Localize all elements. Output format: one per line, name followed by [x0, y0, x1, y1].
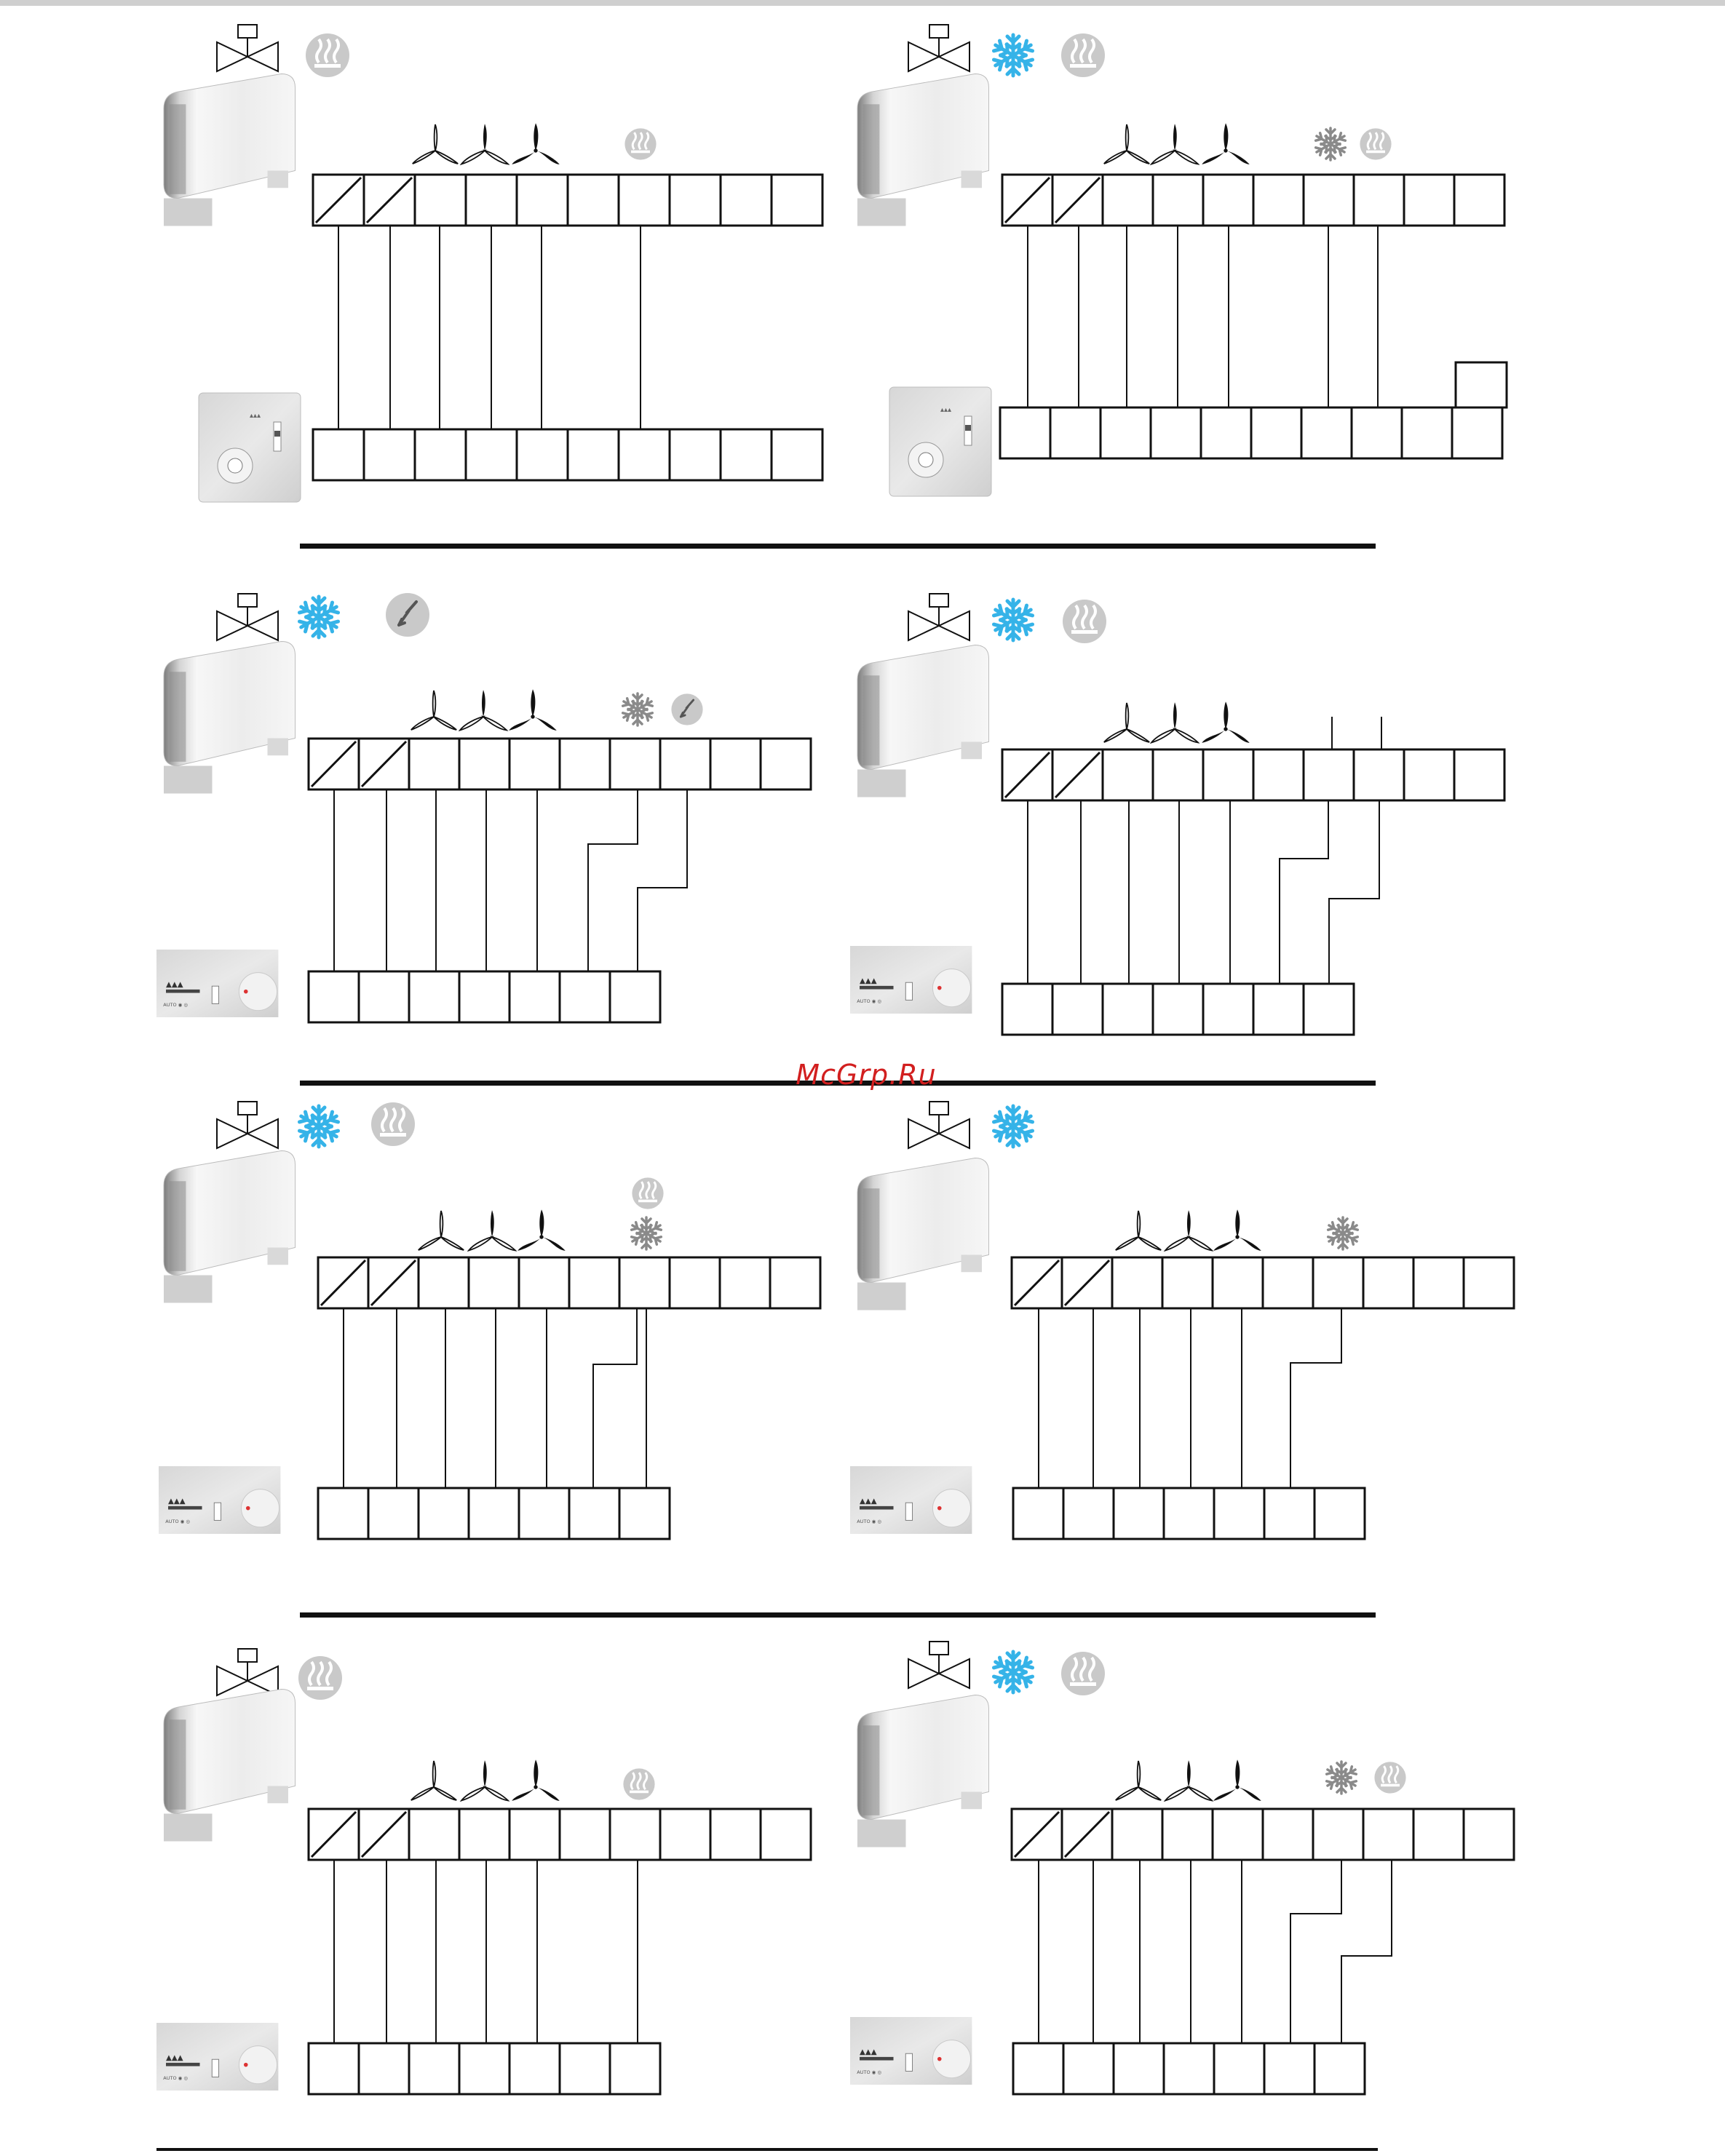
wire-bundle: [1039, 1860, 1392, 2043]
terminal-bottom: [1013, 1488, 1063, 1539]
fan-speed-1-icon: [1103, 703, 1150, 744]
fan-speed-3-icon: [1201, 123, 1250, 166]
snow-icon: [992, 600, 1034, 640]
terminal-bottom: [409, 971, 459, 1022]
terminal-top: [610, 739, 660, 789]
terminal-top: [1404, 175, 1454, 226]
terminal-top: [409, 1809, 459, 1860]
terminal-top: [569, 1257, 619, 1308]
terminal-top: [670, 175, 721, 226]
terminal-bottom: [1314, 2043, 1365, 2094]
terminal-top: [1162, 1809, 1213, 1860]
terminal-bottom: [1013, 2043, 1063, 2094]
terminal-bottom: [459, 971, 509, 1022]
valve-icon: [217, 1102, 278, 1148]
terminal-top: [568, 175, 619, 226]
fan-speed-1-icon: [412, 124, 459, 165]
terminal-bottom: [1264, 2043, 1314, 2094]
cool-icon: [1326, 1217, 1359, 1249]
thermostat-panel-image: [850, 1466, 972, 1534]
terminal-bottom: [409, 2043, 459, 2094]
terminal-bottom: [1352, 407, 1402, 458]
heat-icon: [371, 1102, 415, 1146]
fan-speed-1-icon: [411, 691, 457, 731]
terminal-top: [1162, 1257, 1213, 1308]
terminal-bottom: [1214, 2043, 1264, 2094]
heat-icon: [1374, 1762, 1405, 1793]
fan-coil-unit-image: [857, 74, 989, 226]
thermostat-dial-image: [199, 393, 301, 502]
terminal-top: [710, 739, 761, 789]
terminal-bottom: [517, 429, 568, 480]
terminal-strip-top: [1002, 749, 1504, 800]
wire-bundle: [344, 1308, 646, 1488]
fan-coil-unit-image: [164, 1690, 296, 1842]
thermostat-dial-image: [889, 387, 991, 496]
terminal-strip-bottom: [309, 971, 660, 1022]
terminal-top: [1263, 1809, 1313, 1860]
terminal-top: [459, 739, 509, 789]
terminal-strip-top: [313, 175, 822, 226]
terminal-bottom: [1050, 407, 1101, 458]
terminal-top: [1413, 1809, 1464, 1860]
terminal-top: [1203, 749, 1253, 800]
terminal-top: [1363, 1809, 1413, 1860]
fan-speed-2-icon: [1151, 124, 1199, 166]
terminal-jumper-box: [1456, 362, 1507, 407]
terminal-strip-bottom: [1013, 1488, 1365, 1539]
fan-coil-unit-image: [164, 1151, 296, 1303]
fan-speed-1-icon: [418, 1211, 464, 1252]
terminal-top: [1213, 1809, 1263, 1860]
terminal-top: [517, 175, 568, 226]
terminal-top: [1454, 175, 1504, 226]
terminal-top: [660, 1809, 710, 1860]
terminal-bottom: [569, 1488, 619, 1539]
snow-icon: [992, 1106, 1034, 1147]
terminal-bottom: [1153, 984, 1203, 1035]
terminal-top: [1354, 175, 1404, 226]
fan-speed-2-icon: [468, 1210, 516, 1252]
terminal-top: [619, 1257, 670, 1308]
terminal-bottom: [1114, 2043, 1164, 2094]
terminal-bottom: [1301, 407, 1352, 458]
heat-icon: [1061, 1652, 1105, 1695]
terminal-top: [1313, 1809, 1363, 1860]
terminal-top: [1464, 1257, 1514, 1308]
terminal-bottom: [1164, 1488, 1214, 1539]
terminal-bottom: [1000, 407, 1050, 458]
terminal-top: [761, 739, 811, 789]
fan-speed-2-icon: [461, 124, 509, 166]
wiring-panel-cooling-heating-changeover: [159, 1102, 820, 1539]
valve-icon: [217, 594, 278, 640]
terminal-bottom: [1063, 2043, 1114, 2094]
wire: [588, 789, 638, 971]
fan-speed-2-icon: [1165, 1210, 1213, 1252]
terminal-bottom: [1151, 407, 1201, 458]
fan-coil-unit-image: [857, 645, 989, 797]
terminal-bottom: [1214, 1488, 1264, 1539]
wiring-panel-cooling-heating: [857, 25, 1507, 496]
terminal-bottom: [610, 2043, 660, 2094]
terminal-top: [1263, 1257, 1313, 1308]
terminal-top: [1103, 749, 1153, 800]
terminal-bottom: [469, 1488, 519, 1539]
heat-icon: [1061, 33, 1105, 77]
thermostat-panel-image: [156, 2023, 278, 2091]
heat-icon: [1360, 128, 1391, 159]
terminal-bottom: [1452, 407, 1502, 458]
electric-icon: [671, 693, 702, 725]
valve-icon: [908, 1642, 969, 1688]
terminal-top: [610, 1809, 660, 1860]
wire-bundle: [1039, 1308, 1341, 1488]
snow-icon: [298, 597, 339, 637]
terminal-top: [770, 1257, 820, 1308]
terminal-top: [419, 1257, 469, 1308]
terminal-bottom: [1304, 984, 1354, 1035]
heat-icon: [623, 1768, 654, 1799]
separator-3: [300, 1612, 1376, 1618]
terminal-bottom: [670, 429, 721, 480]
fan-coil-unit-image: [857, 1158, 989, 1310]
wiring-panel-heating-only-panel: [156, 1649, 811, 2094]
heat-icon: [624, 128, 656, 159]
terminal-strip-bottom: [1013, 2043, 1365, 2094]
thermostat-panel-image: [850, 946, 972, 1014]
terminal-top: [772, 175, 822, 226]
wire: [1290, 1308, 1341, 1488]
terminal-bottom: [419, 1488, 469, 1539]
terminal-top: [1464, 1809, 1514, 1860]
terminal-bottom: [1402, 407, 1452, 458]
heat-icon: [306, 33, 349, 77]
fan-speed-3-icon: [511, 123, 560, 166]
wiring-diagram-sheet: ▴▴▴ ▲▲▲ AUTO ◉ ◎: [0, 0, 1725, 2156]
terminal-top: [560, 739, 610, 789]
snow-icon: [992, 35, 1034, 76]
fan-speed-3-icon: [508, 689, 558, 732]
terminal-strip-bottom: [1000, 362, 1507, 458]
watermark: McGrp.Ru: [796, 1059, 937, 1091]
terminal-top: [466, 175, 517, 226]
electric-icon: [386, 593, 429, 637]
terminal-bottom: [1251, 407, 1301, 458]
terminal-bottom: [309, 971, 359, 1022]
wiring-panel-cooling-heating-2pipe: [850, 594, 1504, 1035]
terminal-bottom: [519, 1488, 569, 1539]
wire: [1341, 1860, 1392, 2043]
terminal-strip-bottom: [318, 1488, 670, 1539]
separator-bottom: [156, 2148, 1378, 2151]
cool-icon: [1325, 1762, 1357, 1794]
terminal-strip-top: [309, 739, 811, 789]
wire-bundle: [1028, 226, 1378, 407]
terminal-bottom: [1264, 1488, 1314, 1539]
terminal-top: [721, 175, 772, 226]
heat-icon: [1063, 600, 1106, 643]
terminal-bottom: [415, 429, 466, 480]
terminal-bottom: [568, 429, 619, 480]
wire: [1290, 1860, 1341, 2043]
terminal-top: [1304, 749, 1354, 800]
valve-icon: [217, 25, 278, 71]
wire-bundle: [338, 226, 641, 429]
cool-icon: [621, 693, 654, 725]
fan-speed-1-icon: [411, 1761, 457, 1802]
wire-bundle: [334, 1860, 638, 2043]
terminal-bottom: [1002, 984, 1052, 1035]
valve-icon: [908, 25, 969, 71]
terminal-bottom: [1314, 1488, 1365, 1539]
fan-coil-unit-image: [164, 642, 296, 794]
terminal-top: [720, 1257, 770, 1308]
terminal-bottom: [313, 429, 364, 480]
fan-speed-1-icon: [1103, 124, 1150, 165]
terminal-bottom: [1253, 984, 1304, 1035]
terminal-top: [1454, 749, 1504, 800]
terminal-bottom: [359, 971, 409, 1022]
heat-icon: [298, 1656, 342, 1700]
fan-speed-2-icon: [459, 690, 507, 732]
fan-speed-2-icon: [461, 1760, 509, 1802]
terminal-bottom: [309, 2043, 359, 2094]
terminal-top: [519, 1257, 569, 1308]
terminal-top: [1203, 175, 1253, 226]
wire: [593, 1308, 637, 1488]
terminal-strip-top: [1012, 1809, 1514, 1860]
terminal-bottom: [619, 429, 670, 480]
terminal-top: [1363, 1257, 1413, 1308]
terminal-top: [1253, 175, 1304, 226]
terminal-bottom: [318, 1488, 368, 1539]
terminal-bottom: [359, 2043, 409, 2094]
terminal-top: [1304, 175, 1354, 226]
terminal-top: [1103, 175, 1153, 226]
thermostat-panel-image: [156, 950, 278, 1017]
terminal-top: [660, 739, 710, 789]
terminal-bottom: [509, 2043, 560, 2094]
cool-icon: [630, 1217, 662, 1249]
valve-icon: [217, 1649, 278, 1695]
terminal-bottom: [1052, 984, 1103, 1035]
terminal-top: [469, 1257, 519, 1308]
wiring-panel-cooling-electric-heater: [156, 593, 811, 1022]
snow-icon: [992, 1652, 1034, 1692]
terminal-bottom: [368, 1488, 419, 1539]
terminal-strip-top: [318, 1257, 820, 1308]
terminal-top: [1153, 749, 1203, 800]
terminal-top: [409, 739, 459, 789]
terminal-top: [1153, 175, 1203, 226]
terminal-strip-top: [309, 1809, 811, 1860]
terminal-top: [1213, 1257, 1263, 1308]
fan-speed-3-icon: [1213, 1759, 1262, 1802]
terminal-top: [1253, 749, 1304, 800]
fan-coil-unit-image: [857, 1695, 989, 1847]
terminal-bottom: [560, 971, 610, 1022]
terminal-top: [1354, 749, 1404, 800]
terminal-bottom: [1164, 2043, 1214, 2094]
terminal-bottom: [721, 429, 772, 480]
fan-speed-3-icon: [511, 1759, 560, 1802]
terminal-top: [415, 175, 466, 226]
terminal-strip-bottom: [1002, 984, 1354, 1035]
terminal-bottom: [1203, 984, 1253, 1035]
terminal-bottom: [509, 971, 560, 1022]
fan-speed-1-icon: [1115, 1211, 1162, 1252]
snow-icon: [298, 1106, 339, 1147]
terminal-bottom: [610, 971, 660, 1022]
wire: [638, 789, 687, 971]
wiring-panel-cooling-heating-panel: [850, 1642, 1514, 2094]
fan-coil-unit-image: [164, 74, 296, 226]
fan-speed-2-icon: [1151, 702, 1199, 744]
terminal-strip-bottom: [313, 429, 822, 480]
terminal-top: [1112, 1257, 1162, 1308]
terminal-top: [710, 1809, 761, 1860]
terminal-top: [1112, 1809, 1162, 1860]
thermostat-panel-image: [850, 2017, 972, 2085]
terminal-bottom: [1101, 407, 1151, 458]
terminal-top: [670, 1257, 720, 1308]
terminal-top: [509, 1809, 560, 1860]
fan-speed-2-icon: [1165, 1760, 1213, 1802]
wire: [1280, 800, 1328, 984]
cool-icon: [1314, 128, 1347, 160]
terminal-top: [1413, 1257, 1464, 1308]
wire: [1329, 800, 1379, 984]
fan-speed-1-icon: [1115, 1761, 1162, 1802]
heat-icon: [632, 1177, 663, 1209]
terminal-top: [1313, 1257, 1363, 1308]
terminal-top: [509, 739, 560, 789]
terminal-bottom: [1201, 407, 1251, 458]
wiring-panel-heating-only: [164, 25, 822, 502]
terminal-top: [761, 1809, 811, 1860]
valve-icon: [908, 594, 969, 640]
thermostat-panel-image: [159, 1466, 280, 1534]
terminal-bottom: [1063, 1488, 1114, 1539]
terminal-bottom: [560, 2043, 610, 2094]
terminal-top: [459, 1809, 509, 1860]
terminal-bottom: [364, 429, 415, 480]
terminal-bottom: [1114, 1488, 1164, 1539]
terminal-bottom: [459, 2043, 509, 2094]
terminal-top: [560, 1809, 610, 1860]
terminal-strip-top: [1012, 1257, 1514, 1308]
terminal-bottom: [772, 429, 822, 480]
terminal-strip-bottom: [309, 2043, 660, 2094]
terminal-bottom: [466, 429, 517, 480]
separator-1: [300, 544, 1376, 549]
terminal-bottom: [619, 1488, 670, 1539]
fan-speed-3-icon: [1213, 1209, 1262, 1252]
terminal-bottom: [1103, 984, 1153, 1035]
terminal-strip-top: [1002, 175, 1504, 226]
terminal-top: [619, 175, 670, 226]
valve-icon: [908, 1102, 969, 1148]
wiring-panel-cooling-only: [850, 1102, 1514, 1539]
terminal-top: [1404, 749, 1454, 800]
wire-bundle: [334, 789, 687, 971]
fan-speed-3-icon: [1201, 701, 1250, 744]
fan-speed-3-icon: [517, 1209, 566, 1252]
